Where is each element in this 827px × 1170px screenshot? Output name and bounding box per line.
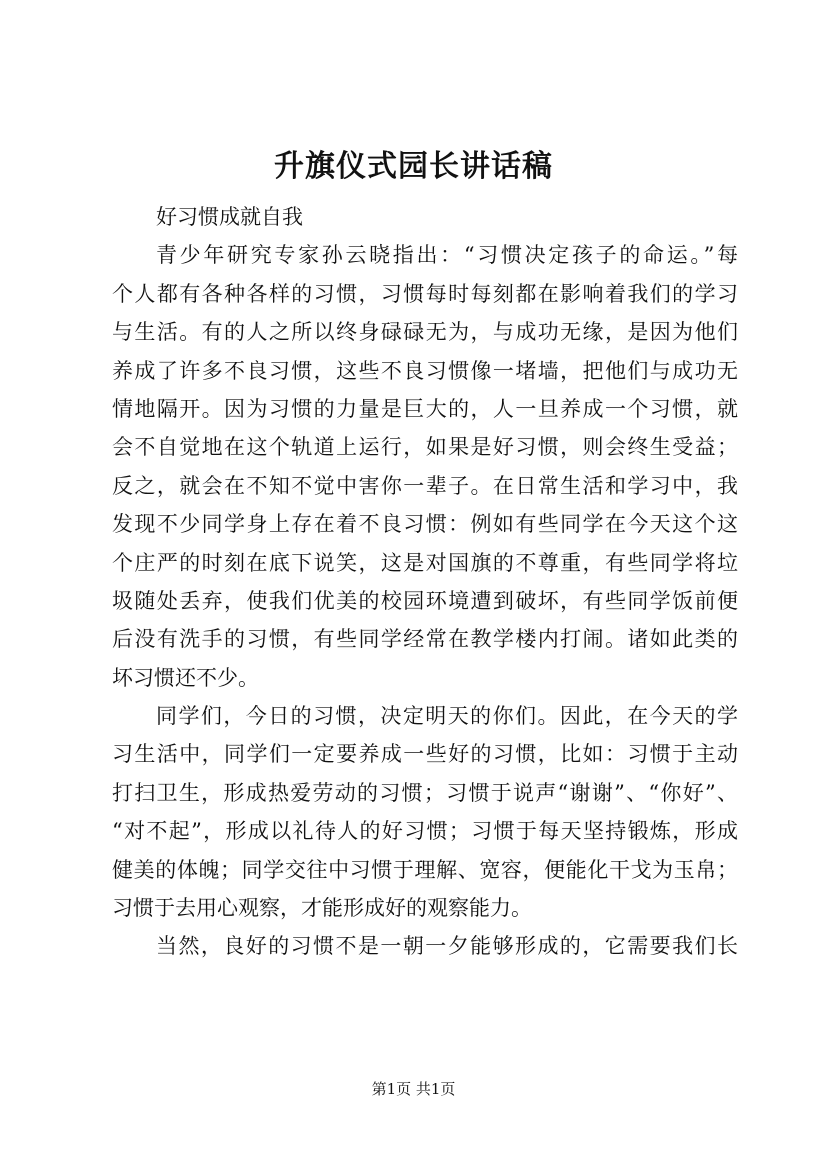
paragraph-line: 习惯于去用心观察，才能形成好的观察能力。 (112, 896, 532, 921)
paragraph-line: 青少年研究专家孙云晓指出：“习惯决定孩子的命运。”每 (156, 243, 738, 268)
paragraph-line: 圾随处丢弃，使我们优美的校园环境遭到破坏，有些同学饭前便 (112, 588, 738, 613)
paragraph-line: 坏习惯还不少。 (112, 665, 259, 690)
paragraph-line: 习生活中，同学们一定要养成一些好的习惯，比如：习惯于主动 (112, 742, 738, 767)
paragraph-line: 与生活。有的人之所以终身碌碌无为，与成功无缘，是因为他们 (112, 320, 738, 345)
paragraph-line: 养成了许多不良习惯，这些不良习惯像一堵墙，把他们与成功无 (112, 358, 738, 383)
paragraph-line: 个人都有各种各样的习惯，习惯每时每刻都在影响着我们的学习 (112, 281, 738, 306)
paragraph-line: 后没有洗手的习惯，有些同学经常在教学楼内打闹。诸如此类的 (112, 627, 738, 652)
paragraph-line: 当然，良好的习惯不是一朝一夕能够形成的，它需要我们长 (156, 934, 738, 959)
subtitle-line: 好习惯成就自我 (156, 205, 303, 229)
paragraph-line: 个庄严的时刻在底下说笑，这是对国旗的不尊重，有些同学将垃 (112, 550, 738, 575)
body-text (112, 198, 738, 966)
paragraph-line: 健美的体魄；同学交往中习惯于理解、宽容，便能化干戈为玉帛； (112, 857, 738, 882)
paragraph-line: 会不自觉地在这个轨道上运行，如果是好习惯，则会终生受益； (112, 435, 738, 460)
paragraph-line: “对不起”，形成以礼待人的好习惯；习惯于每天坚持锻炼，形成 (112, 819, 738, 844)
paragraph-line: 反之，就会在不知不觉中害你一辈子。在日常生活和学习中，我 (112, 473, 738, 498)
page-footer: 第1页 共1页 (371, 1080, 456, 1098)
page-title: 升旗仪式园长讲话稿 (274, 149, 553, 184)
paragraph-line: 发现不少同学身上存在着不良习惯：例如有些同学在今天这个这 (112, 512, 738, 537)
paragraph-line: 情地隔开。因为习惯的力量是巨大的，人一旦养成一个习惯，就 (112, 396, 738, 421)
paragraph-line: 打扫卫生，形成热爱劳动的习惯；习惯于说声“谢谢”、“你好”、 (112, 780, 738, 805)
paragraph-line: 同学们，今日的习惯，决定明天的你们。因此，在今天的学 (156, 704, 738, 729)
